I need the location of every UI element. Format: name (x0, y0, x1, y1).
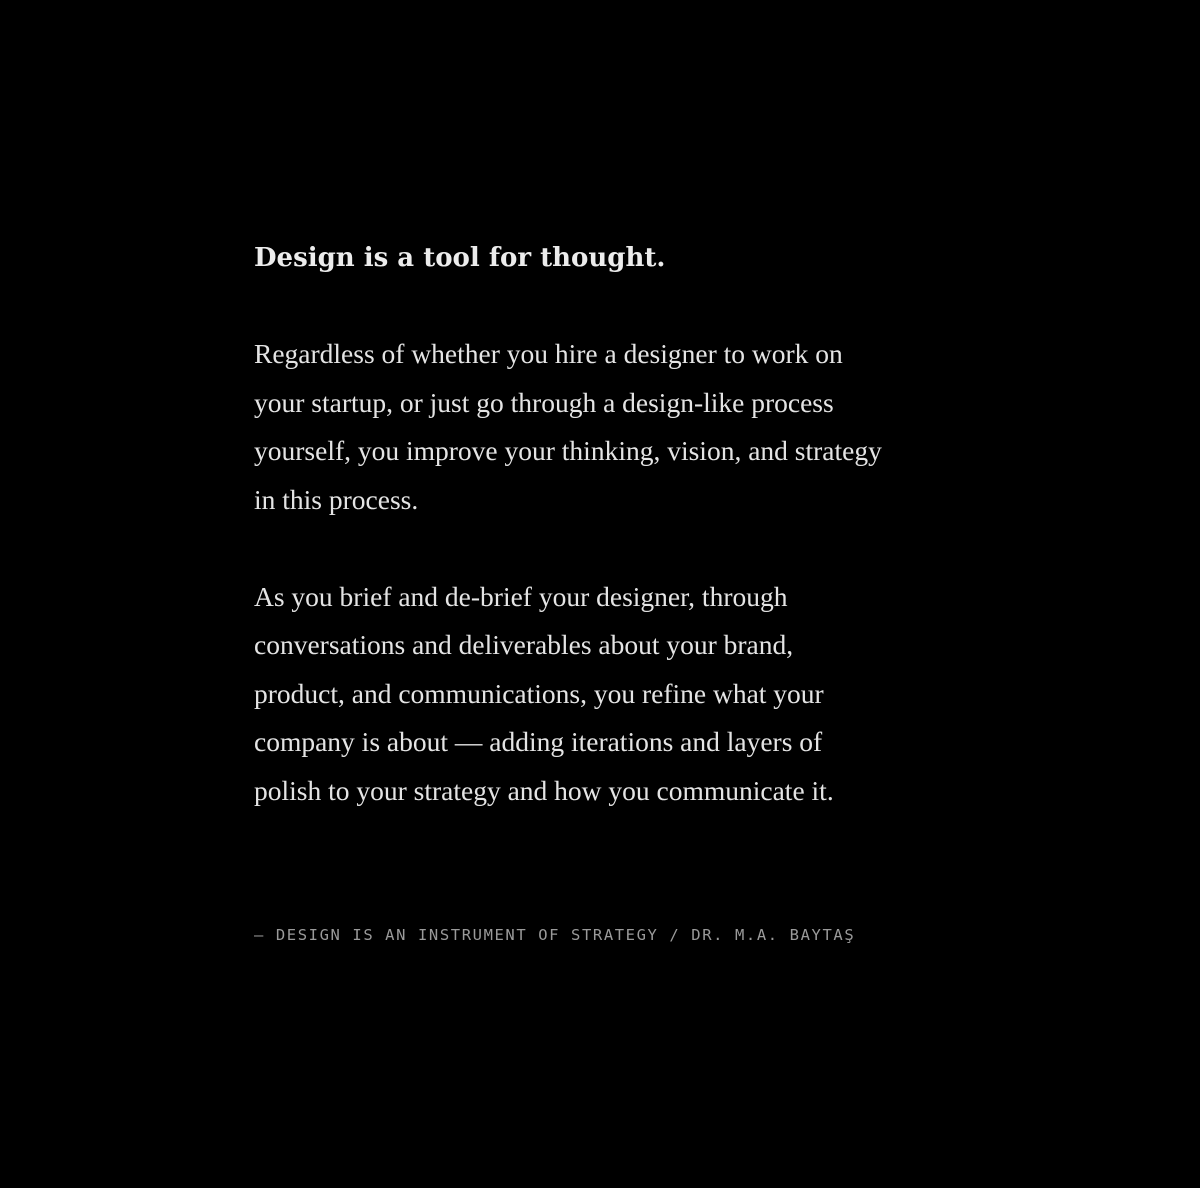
paragraph-line: company is about — adding iterations and layers of (254, 726, 823, 757)
paragraph-line: Regardless of whether you hire a designer to work on (254, 338, 843, 369)
paragraph-line: As you brief and de-brief your designer, through (254, 580, 788, 612)
paragraph-line: conversations and deliverables about your brand, (254, 629, 794, 660)
paragraph-line: your startup, or just go through a design-like process (254, 386, 834, 418)
quote-heading: Design is a tool for thought. (254, 243, 666, 273)
quote-content (254, 234, 954, 864)
quote-paragraph-1 (254, 330, 954, 524)
paragraph-line: product, and communications, you refine what your (254, 677, 824, 709)
paragraph-line: in this process. (254, 483, 419, 515)
paragraph-line: yourself, you improve your thinking, vision, and strategy (254, 435, 882, 466)
quote-attribution: — DESIGN IS AN INSTRUMENT OF STRATEGY / DR. M.A. BAYTAŞ (254, 926, 856, 944)
paragraph-line: polish to your strategy and how you communicate it. (254, 774, 834, 806)
quote-paragraph-2 (254, 573, 954, 816)
